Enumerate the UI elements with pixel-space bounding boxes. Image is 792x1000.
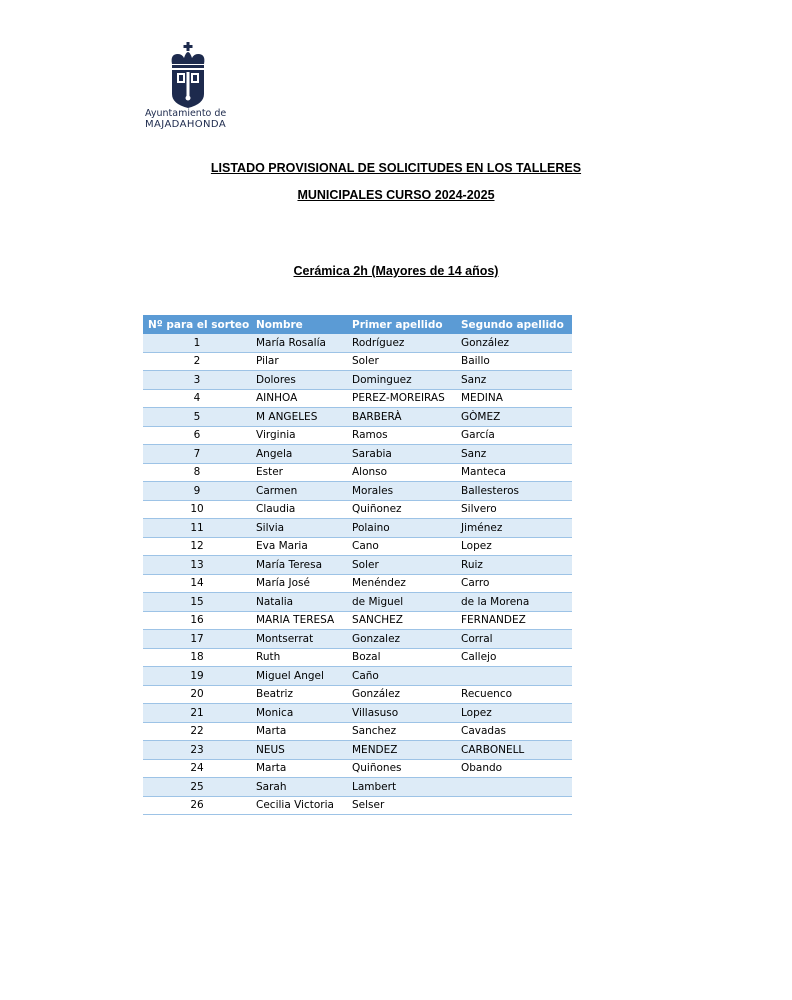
- cell-name: Silvia: [251, 519, 347, 538]
- table-row: [143, 519, 572, 538]
- cell-name: Claudia: [251, 500, 347, 519]
- cell-first-surname: Cano: [347, 537, 456, 556]
- cell-first-surname: Morales: [347, 482, 456, 501]
- crown-coat-of-arms-icon: [168, 42, 208, 108]
- cell-second-surname: Lopez: [456, 537, 572, 556]
- cell-number: 21: [143, 704, 251, 723]
- table-row: [143, 463, 572, 482]
- table-row: [143, 722, 572, 741]
- table-header-row: [143, 315, 572, 334]
- cell-second-surname: Cavadas: [456, 722, 572, 741]
- cell-name: Ester: [251, 463, 347, 482]
- cell-name: Pilar: [251, 352, 347, 371]
- column-header-name: Nombre: [251, 315, 347, 334]
- cell-number: 8: [143, 463, 251, 482]
- cell-first-surname: Quiñones: [347, 759, 456, 778]
- page-title-line-1: LISTADO PROVISIONAL DE SOLICITUDES EN LOS TALLERES: [210, 161, 582, 175]
- cell-first-surname: de Miguel: [347, 593, 456, 612]
- logo-line-1: Ayuntamiento de: [145, 108, 227, 119]
- cell-second-surname: García: [456, 426, 572, 445]
- cell-number: 24: [143, 759, 251, 778]
- cell-name: Montserrat: [251, 630, 347, 649]
- cell-number: 17: [143, 630, 251, 649]
- cell-first-surname: Ramos: [347, 426, 456, 445]
- cell-name: María Teresa: [251, 556, 347, 575]
- cell-first-surname: Menéndez: [347, 574, 456, 593]
- cell-second-surname: Recuenco: [456, 685, 572, 704]
- cell-second-surname: Silvero: [456, 500, 572, 519]
- table-row: [143, 648, 572, 667]
- cell-first-surname: Soler: [347, 556, 456, 575]
- cell-number: 25: [143, 778, 251, 797]
- table-row: [143, 611, 572, 630]
- cell-second-surname: [456, 667, 572, 686]
- cell-second-surname: FERNANDEZ: [456, 611, 572, 630]
- cell-number: 20: [143, 685, 251, 704]
- cell-name: Natalia: [251, 593, 347, 612]
- page-title-line-2: MUNICIPALES CURSO 2024-2025: [297, 188, 495, 202]
- cell-number: 1: [143, 334, 251, 352]
- table-row: [143, 556, 572, 575]
- cell-first-surname: Sarabia: [347, 445, 456, 464]
- cell-first-surname: Gonzalez: [347, 630, 456, 649]
- table-row: [143, 759, 572, 778]
- cell-first-surname: MENDEZ: [347, 741, 456, 760]
- cell-name: Ruth: [251, 648, 347, 667]
- table-row: [143, 630, 572, 649]
- cell-name: Carmen: [251, 482, 347, 501]
- cell-first-surname: Lambert: [347, 778, 456, 797]
- cell-second-surname: [456, 778, 572, 797]
- cell-first-surname: González: [347, 685, 456, 704]
- cell-number: 16: [143, 611, 251, 630]
- table-row: [143, 778, 572, 797]
- cell-first-surname: Polaino: [347, 519, 456, 538]
- applicants-table: [143, 315, 572, 815]
- cell-number: 14: [143, 574, 251, 593]
- cell-number: 4: [143, 389, 251, 408]
- cell-number: 12: [143, 537, 251, 556]
- cell-number: 18: [143, 648, 251, 667]
- cell-name: MARIA TERESA: [251, 611, 347, 630]
- cell-second-surname: de la Morena: [456, 593, 572, 612]
- cell-number: 23: [143, 741, 251, 760]
- table-row: [143, 574, 572, 593]
- table-row: [143, 704, 572, 723]
- table-row: [143, 352, 572, 371]
- cell-name: Monica: [251, 704, 347, 723]
- cell-second-surname: González: [456, 334, 572, 352]
- table-row: [143, 741, 572, 760]
- workshop-subtitle: Cerámica 2h (Mayores de 14 años): [293, 264, 499, 278]
- column-header-first-surname: Primer apellido: [347, 315, 456, 334]
- table-row: [143, 685, 572, 704]
- table-row: [143, 371, 572, 390]
- logo-line-2: MAJADAHONDA: [145, 119, 227, 130]
- table-row: [143, 445, 572, 464]
- cell-first-surname: SANCHEZ: [347, 611, 456, 630]
- cell-number: 5: [143, 408, 251, 427]
- cell-number: 13: [143, 556, 251, 575]
- cell-name: NEUS: [251, 741, 347, 760]
- cell-name: Sarah: [251, 778, 347, 797]
- cell-first-surname: Bozal: [347, 648, 456, 667]
- cell-first-surname: Soler: [347, 352, 456, 371]
- table-row: [143, 593, 572, 612]
- table-row: [143, 482, 572, 501]
- cell-number: 22: [143, 722, 251, 741]
- cell-first-surname: BARBERÀ: [347, 408, 456, 427]
- cell-second-surname: Ruiz: [456, 556, 572, 575]
- cell-number: 15: [143, 593, 251, 612]
- cell-second-surname: Ballesteros: [456, 482, 572, 501]
- cell-second-surname: Lopez: [456, 704, 572, 723]
- cell-number: 3: [143, 371, 251, 390]
- table-row: [143, 408, 572, 427]
- cell-number: 19: [143, 667, 251, 686]
- cell-first-surname: Quiñonez: [347, 500, 456, 519]
- cell-name: Marta: [251, 759, 347, 778]
- municipal-logo: [140, 42, 236, 138]
- cell-first-surname: Villasuso: [347, 704, 456, 723]
- cell-name: Angela: [251, 445, 347, 464]
- table-row: [143, 537, 572, 556]
- cell-name: Miguel Angel: [251, 667, 347, 686]
- cell-second-surname: Baillo: [456, 352, 572, 371]
- cell-first-surname: Alonso: [347, 463, 456, 482]
- table-body: [143, 334, 572, 815]
- table-row: [143, 426, 572, 445]
- cell-number: 2: [143, 352, 251, 371]
- cell-name: M ANGELES: [251, 408, 347, 427]
- cell-second-surname: MEDINA: [456, 389, 572, 408]
- cell-second-surname: CARBONELL: [456, 741, 572, 760]
- cell-first-surname: Caño: [347, 667, 456, 686]
- cell-name: María Rosalía: [251, 334, 347, 352]
- table-row: [143, 334, 572, 352]
- column-header-second-surname: Segundo apellido: [456, 315, 572, 334]
- table-row: [143, 796, 572, 815]
- cell-number: 7: [143, 445, 251, 464]
- cell-name: María José: [251, 574, 347, 593]
- cell-second-surname: Jiménez: [456, 519, 572, 538]
- cell-name: Marta: [251, 722, 347, 741]
- cell-number: 9: [143, 482, 251, 501]
- cell-name: Eva Maria: [251, 537, 347, 556]
- cell-number: 6: [143, 426, 251, 445]
- cell-first-surname: Rodríguez: [347, 334, 456, 352]
- column-header-number: Nº para el sorteo: [143, 315, 251, 334]
- cell-name: Dolores: [251, 371, 347, 390]
- cell-first-surname: Selser: [347, 796, 456, 815]
- cell-second-surname: [456, 796, 572, 815]
- table-row: [143, 667, 572, 686]
- cell-first-surname: Sanchez: [347, 722, 456, 741]
- cell-second-surname: Manteca: [456, 463, 572, 482]
- cell-name: Virginia: [251, 426, 347, 445]
- cell-first-surname: Dominguez: [347, 371, 456, 390]
- cell-second-surname: Callejo: [456, 648, 572, 667]
- cell-second-surname: Sanz: [456, 445, 572, 464]
- cell-second-surname: Corral: [456, 630, 572, 649]
- cell-number: 10: [143, 500, 251, 519]
- cell-number: 11: [143, 519, 251, 538]
- cell-name: AINHOA: [251, 389, 347, 408]
- cell-name: Cecilia Victoria: [251, 796, 347, 815]
- table-row: [143, 500, 572, 519]
- cell-second-surname: Sanz: [456, 371, 572, 390]
- cell-name: Beatriz: [251, 685, 347, 704]
- cell-first-surname: PEREZ-MOREIRAS: [347, 389, 456, 408]
- cell-second-surname: GÒMEZ: [456, 408, 572, 427]
- cell-second-surname: Obando: [456, 759, 572, 778]
- table-row: [143, 389, 572, 408]
- cell-second-surname: Carro: [456, 574, 572, 593]
- cell-number: 26: [143, 796, 251, 815]
